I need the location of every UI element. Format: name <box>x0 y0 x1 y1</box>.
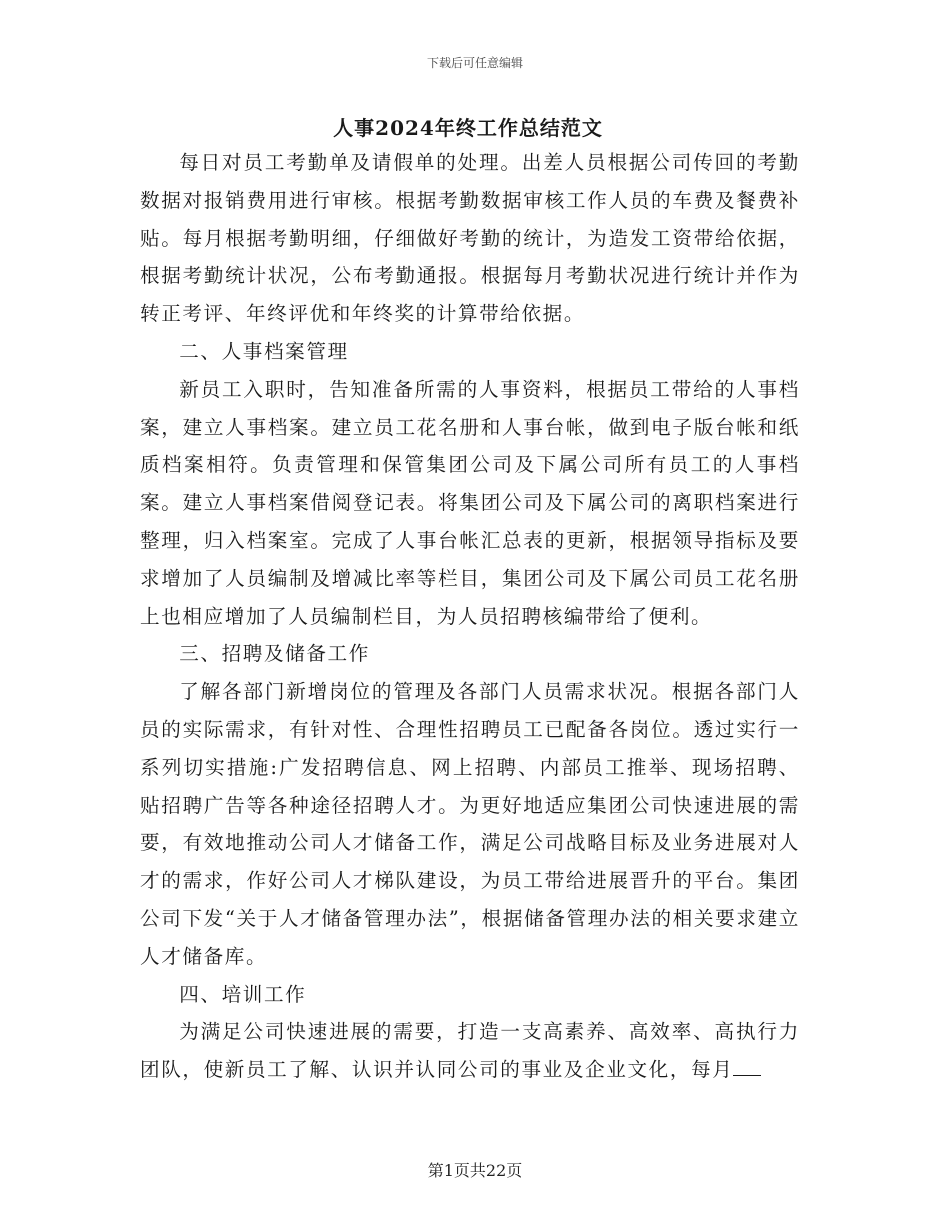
section-heading-training: 四、培训工作 <box>179 982 307 1006</box>
page-footer: 第1页共22页 <box>427 1161 523 1180</box>
paragraph-recruitment: 了解各部门新增岗位的管理及各部门人员需求状况。根据各部门人员的实际需求，有针对性、合理性招聘员工已配备各岗位。透过实行一系列切实措施:广发招聘信息、网上招聘、内部员工推举、现场招聘、贴招聘广告等各种途径招聘人才。为更好地适应集团公司快速进展的需要，有效地推动公司人才储备工作，满足公司战略目标及业务进展对人才的需求，作好公司人才梯队建设，为员工带给进展晋升的平台。集团公司下发“关于人才储备管理办法”，根据储备管理办法的相关要求建立人才储备库。 <box>140 680 800 968</box>
paragraph-training <box>140 1013 800 1089</box>
document-body <box>140 144 800 1089</box>
header-note: 下载后可任意编辑 <box>426 56 523 70</box>
section-heading-personnel-files: 二、人事档案管理 <box>179 339 349 363</box>
document-title: 人事2024年终工作总结范文 <box>333 116 603 140</box>
paragraph-training-text: 为满足公司快速进展的需要，打造一支高素养、高效率、高执行力团队，使新员工了解、认识并认同公司的事业及企业文化，每月 <box>140 1020 800 1082</box>
paragraph-personnel-files: 新员工入职时，告知准备所需的人事资料，根据员工带给的人事档案，建立人事档案。建立员工花名册和人事台帐，做到电子版台帐和纸质档案相符。负责管理和保管集团公司及下属公司所有员工的人事档案。建立人事档案借阅登记表。将集团公司及下属公司的离职档案进行整理，归入档案室。完成了人事台帐汇总表的更新，根据领导指标及要求增加了人员编制及增减比率等栏目，集团公司及下属公司员工花名册上也相应增加了人员编制栏目，为人员招聘核编带给了便利。 <box>140 377 800 628</box>
section-heading-recruitment: 三、招聘及储备工作 <box>179 642 370 666</box>
fill-in-blank <box>733 1056 761 1077</box>
paragraph-attendance: 每日对员工考勤单及请假单的处理。出差人员根据公司传回的考勤数据对报销费用进行审核。根据考勤数据审核工作人员的车费及餐费补贴。每月根据考勤明细，仔细做好考勤的统计，为造发工资带给依据，根据考勤统计状况，公布考勤通报。根据每月考勤状况进行统计并作为转正考评、年终评优和年终奖的计算带给依据。 <box>140 151 800 326</box>
